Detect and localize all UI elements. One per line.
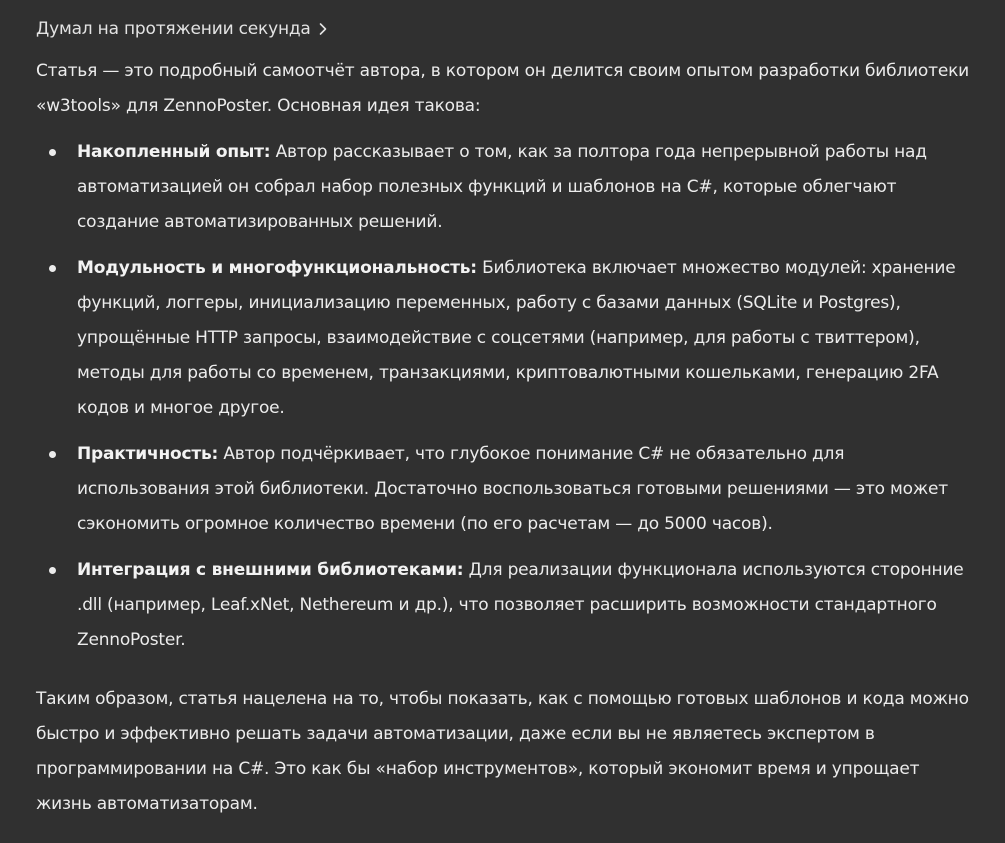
bullet-list bbox=[36, 135, 976, 658]
list-item-title: Практичность: bbox=[77, 444, 219, 464]
bullet-icon bbox=[49, 451, 56, 458]
conclusion-paragraph: Таким образом, статья нацелена на то, чтобы показать, как с помощью готовых шаблонов и кода можно быстро и эффективно решать задачи автоматизации, даже если вы не являетесь экспертом в программировании на C#. Это как бы «набор инструментов», который экономит время и упрощает жизнь автоматизаторам. bbox=[36, 689, 969, 814]
intro-paragraph: Статья — это подробный самоотчёт автора, в котором он делится своим опытом разработки библиотеки «w3tools» для ZennoPoster. Основная идея такова: bbox=[36, 61, 970, 116]
list-item-text: Библиотека включает множество модулей: хранение функций, логгеры, инициализацию переменных, работу с базами данных (SQLite и Postgres), упрощённые HTTP запросы, взаимодействие с соцсетями (например, для работы с твиттером), методы для работы со временем, транзакциями, криптовалютными кошельками, генерацию 2FA кодов и многое другое. bbox=[77, 258, 956, 418]
list-item bbox=[36, 251, 976, 426]
bullet-icon bbox=[49, 149, 56, 156]
list-item-title: Накопленный опыт: bbox=[77, 142, 271, 162]
thinking-label: Думал на протяжении секунда bbox=[36, 19, 311, 39]
list-item-text: Для реализации функционала используются сторонние .dll (например, Leaf.xNet, Nethereum и др.), что позволяет расширить возможности стандартного ZennoPoster. bbox=[77, 560, 964, 650]
list-item bbox=[36, 437, 976, 542]
list-item-title: Интеграция с внешними библиотеками: bbox=[77, 560, 464, 580]
chevron-right-icon bbox=[318, 22, 328, 36]
bullet-icon bbox=[49, 265, 56, 272]
assistant-message bbox=[36, 54, 976, 822]
list-item bbox=[36, 135, 976, 240]
list-item-text: Автор подчёркивает, что глубокое понимание C# не обязательно для использования этой библиотеки. Достаточно воспользоваться готовыми решениями — это может сэкономить огромное количество времени (по его расчетам — до 5000 часов). bbox=[77, 444, 948, 534]
thinking-toggle[interactable] bbox=[36, 16, 328, 42]
list-item-title: Модульность и многофункциональность: bbox=[77, 258, 477, 278]
list-item bbox=[36, 553, 976, 658]
bullet-icon bbox=[49, 567, 56, 574]
list-item-text: Автор рассказывает о том, как за полтора года непрерывной работы над автоматизацией он собрал набор полезных функций и шаблонов на C#, которые облегчают создание автоматизированных решений. bbox=[77, 142, 927, 232]
